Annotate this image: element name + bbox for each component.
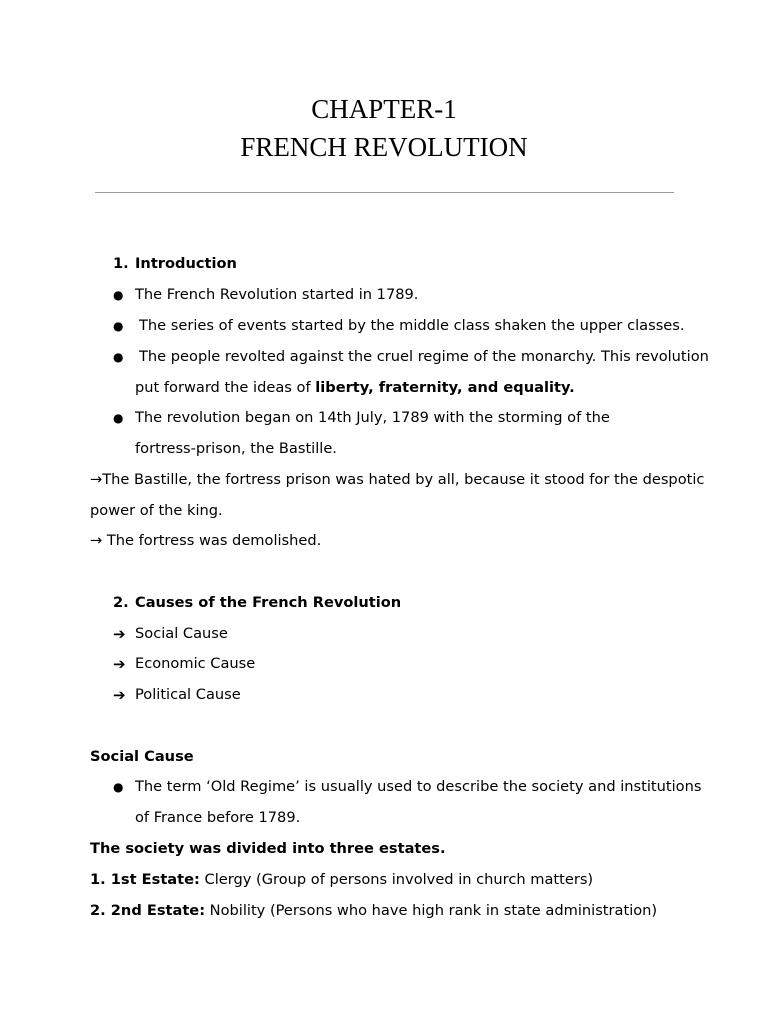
estate-2 xyxy=(90,901,657,921)
estate-2-label: 2. 2nd Estate: xyxy=(90,902,206,919)
social-bullet-1-cont: of France before 1789. xyxy=(135,809,301,826)
intro-bullet-3: The people revolted against the cruel regime of the monarchy. This revolution xyxy=(139,348,709,365)
arrow-icon: ➔ xyxy=(113,625,126,643)
estate-1-text: Clergy (Group of persons involved in church matters) xyxy=(199,871,594,888)
intro-note-2: → The fortress was demolished. xyxy=(90,532,322,549)
estate-1-label: 1. 1st Estate: xyxy=(90,871,200,888)
cause-item-economic: Economic Cause xyxy=(135,655,256,672)
intro-bullet-2: The series of events started by the middle class shaken the upper classes. xyxy=(139,317,685,334)
arrow-icon: ➔ xyxy=(113,655,126,673)
estates-heading: The society was divided into three estates. xyxy=(90,840,446,857)
intro-bullet-1: The French Revolution started in 1789. xyxy=(135,286,419,303)
bullet-icon: ● xyxy=(113,288,124,302)
social-bullet-1: The term ‘Old Regime’ is usually used to describe the society and institutions xyxy=(135,778,702,795)
bullet-icon: ● xyxy=(113,319,124,333)
intro-note-1: →The Bastille, the fortress prison was hated by all, because it stood for the despotic xyxy=(90,471,705,488)
social-cause-heading: Social Cause xyxy=(90,748,194,765)
title-divider xyxy=(95,192,674,193)
section-2-heading: Causes of the French Revolution xyxy=(135,594,402,611)
section-1-number: 1. xyxy=(113,255,129,272)
bullet-icon: ● xyxy=(113,350,124,364)
chapter-title: FRENCH REVOLUTION xyxy=(240,132,528,162)
intro-bullet-4: The revolution began on 14th July, 1789 with the storming of the xyxy=(135,409,610,426)
chapter-label: CHAPTER-1 xyxy=(311,94,457,124)
section-1-heading: Introduction xyxy=(135,255,237,272)
bullet-icon: ● xyxy=(113,411,124,425)
section-2-number: 2. xyxy=(113,594,129,611)
cause-item-political: Political Cause xyxy=(135,686,241,703)
intro-bullet-3-ideas: liberty, fraternity, and equality. xyxy=(315,379,575,396)
estate-2-text: Nobility (Persons who have high rank in state administration) xyxy=(205,902,658,919)
cause-item-social: Social Cause xyxy=(135,625,228,642)
intro-note-1-cont: power of the king. xyxy=(90,502,223,519)
bullet-icon: ● xyxy=(113,780,124,794)
intro-bullet-4-cont: fortress-prison, the Bastille. xyxy=(135,440,337,457)
arrow-icon: ➔ xyxy=(113,686,126,704)
estate-1 xyxy=(90,870,593,890)
intro-bullet-3-prefix: put forward the ideas of xyxy=(135,379,316,396)
intro-bullet-3-cont xyxy=(135,378,575,398)
